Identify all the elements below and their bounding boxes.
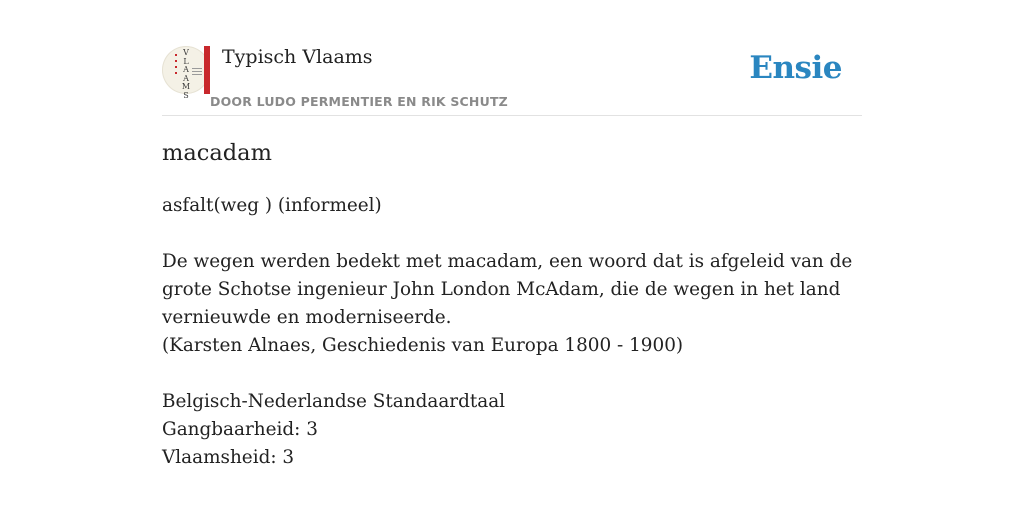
entry-body [162, 192, 862, 472]
term-heading: macadam [162, 140, 272, 166]
spacer [162, 220, 862, 248]
definition: asfalt(weg ) (informeel) [162, 195, 382, 216]
cover-letter: S [183, 90, 189, 100]
vlaamsheid-rating: Vlaamsheid: 3 [162, 447, 295, 468]
cover-letter: A [183, 65, 189, 74]
cover-text-lines [192, 68, 202, 77]
language-variant: Belgisch-Nederlandse Standaardtaal [162, 391, 506, 412]
example-sentence: De wegen werden bedekt met macadam, een woord dat is afgeleid van de grote Schotse ingenieur John London McAdam, die de wegen in het land vernieuwde en moderniseerde. [162, 251, 853, 328]
cover-letter: A [183, 73, 189, 83]
book-title-link[interactable]: Typisch Vlaams [222, 46, 373, 68]
cover-letter: V [183, 48, 189, 57]
cover-letters [162, 49, 210, 100]
header [162, 0, 862, 116]
cover-letter: L [183, 56, 189, 66]
cover-letter: M [181, 82, 191, 91]
page-container [162, 0, 862, 468]
book-authors: DOOR LUDO PERMENTIER EN RIK SCHUTZ [210, 94, 508, 109]
book-cover-icon[interactable] [162, 46, 210, 100]
spacer [162, 360, 862, 388]
gangbaarheid-rating: Gangbaarheid: 3 [162, 419, 318, 440]
brand-logo-link[interactable]: Ensie [749, 50, 842, 86]
example-source: (Karsten Alnaes, Geschiedenis van Europa 1800 - 1900) [162, 335, 684, 356]
